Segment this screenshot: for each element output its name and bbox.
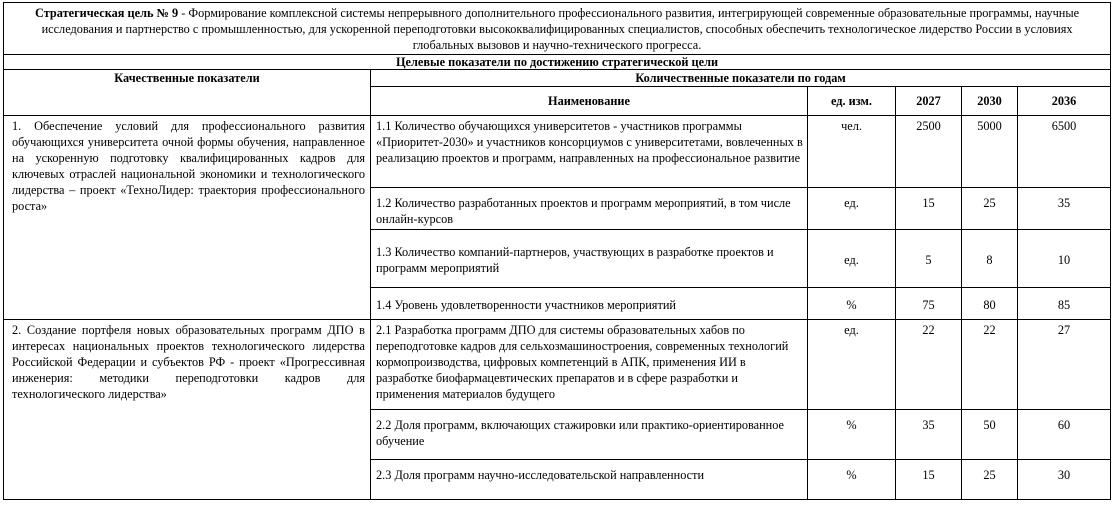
section-title-row <box>4 55 1111 70</box>
strategic-goal-document <box>3 2 1112 500</box>
value-2027: 75 <box>896 288 962 320</box>
value-2030: 25 <box>962 460 1018 500</box>
value-2027: 22 <box>896 320 962 410</box>
value-2036: 6500 <box>1018 116 1111 188</box>
qualitative-indicator: 2. Создание портфеля новых образовательных программ ДПО в интересах национальных проектов технологического лидерства Российской Федерации и субъектов РФ - проект «Прогрессивная инженерия: методики переподготовки кадров для технологического лидерства» <box>4 320 371 500</box>
indicator-unit: % <box>808 460 896 500</box>
value-2036: 27 <box>1018 320 1111 410</box>
value-2030: 50 <box>962 410 1018 460</box>
table-row <box>4 320 1111 410</box>
value-2036: 60 <box>1018 410 1111 460</box>
value-2036: 10 <box>1018 230 1111 288</box>
indicator-name: 2.2 Доля программ, включающих стажировки или практико-ориентированное обучение <box>371 410 808 460</box>
value-2027: 2500 <box>896 116 962 188</box>
table-row <box>4 116 1111 188</box>
goal-statement <box>4 3 1111 55</box>
year-2036-header: 2036 <box>1018 87 1111 116</box>
value-2027: 15 <box>896 188 962 230</box>
indicator-unit: ед. <box>808 230 896 288</box>
goal-title: Стратегическая цель № 9 <box>35 6 179 20</box>
value-2030: 80 <box>962 288 1018 320</box>
value-2036: 35 <box>1018 188 1111 230</box>
indicator-name: 1.4 Уровень удовлетворенности участников мероприятий <box>371 288 808 320</box>
year-2027-header: 2027 <box>896 87 962 116</box>
indicator-name: 1.1 Количество обучающихся университетов - участников программы «Приоритет-2030» и участников консорциумов с университетами, вовлеченных в реализацию проектов и программ, направленных на профессиональное развитие <box>371 116 808 188</box>
value-2036: 85 <box>1018 288 1111 320</box>
qualitative-indicator: 1. Обеспечение условий для профессионального развития обучающихся университета очной формы обучения, направленное на ускоренную подготовку квалифицированных кадров для ключевых отраслей национальной экономики и технологического лидерства – проект «ТехноЛидер: траектория профессионального роста» <box>4 116 371 320</box>
indicators-table <box>3 2 1111 500</box>
unit-header: ед. изм. <box>808 87 896 116</box>
value-2027: 35 <box>896 410 962 460</box>
indicator-name: 1.3 Количество компаний-партнеров, участвующих в разработке проектов и программ мероприятий <box>371 230 808 288</box>
indicator-unit: чел. <box>808 116 896 188</box>
value-2030: 22 <box>962 320 1018 410</box>
indicator-unit: % <box>808 288 896 320</box>
goal-text: - Формирование комплексной системы непрерывного дополнительного профессионального развития, интегрирующей современные образовательные программы, научные исследования и партнерство с промышленностью, для ускоренной переподготовки высококвалифицированных специалистов, способных обеспечить технологическое лидерство России в условиях глобальных вызовов и научно-технического прогресса. <box>41 6 1080 52</box>
indicator-unit: ед. <box>808 320 896 410</box>
name-header: Наименование <box>371 87 808 116</box>
indicator-name: 1.2 Количество разработанных проектов и программ мероприятий, в том числе онлайн-курсов <box>371 188 808 230</box>
qualitative-header: Качественные показатели <box>4 70 371 116</box>
indicator-name: 2.1 Разработка программ ДПО для системы образовательных хабов по переподготовке кадров для сельхозмашиностроения, современных технологий кормопроизводства, цифровых компетенций в АПК, применения ИИ в разработке биофармацевтических препаратов и в сфере разработки и применения материалов будущего <box>371 320 808 410</box>
year-2030-header: 2030 <box>962 87 1018 116</box>
value-2030: 5000 <box>962 116 1018 188</box>
value-2036: 30 <box>1018 460 1111 500</box>
header-row <box>4 70 1111 87</box>
value-2030: 8 <box>962 230 1018 288</box>
quantitative-header: Количественные показатели по годам <box>371 70 1111 87</box>
value-2027: 5 <box>896 230 962 288</box>
indicator-unit: % <box>808 410 896 460</box>
value-2030: 25 <box>962 188 1018 230</box>
indicator-unit: ед. <box>808 188 896 230</box>
indicator-name: 2.3 Доля программ научно-исследовательской направленности <box>371 460 808 500</box>
value-2027: 15 <box>896 460 962 500</box>
section-title: Целевые показатели по достижению стратегической цели <box>4 55 1111 70</box>
goal-row <box>4 3 1111 55</box>
